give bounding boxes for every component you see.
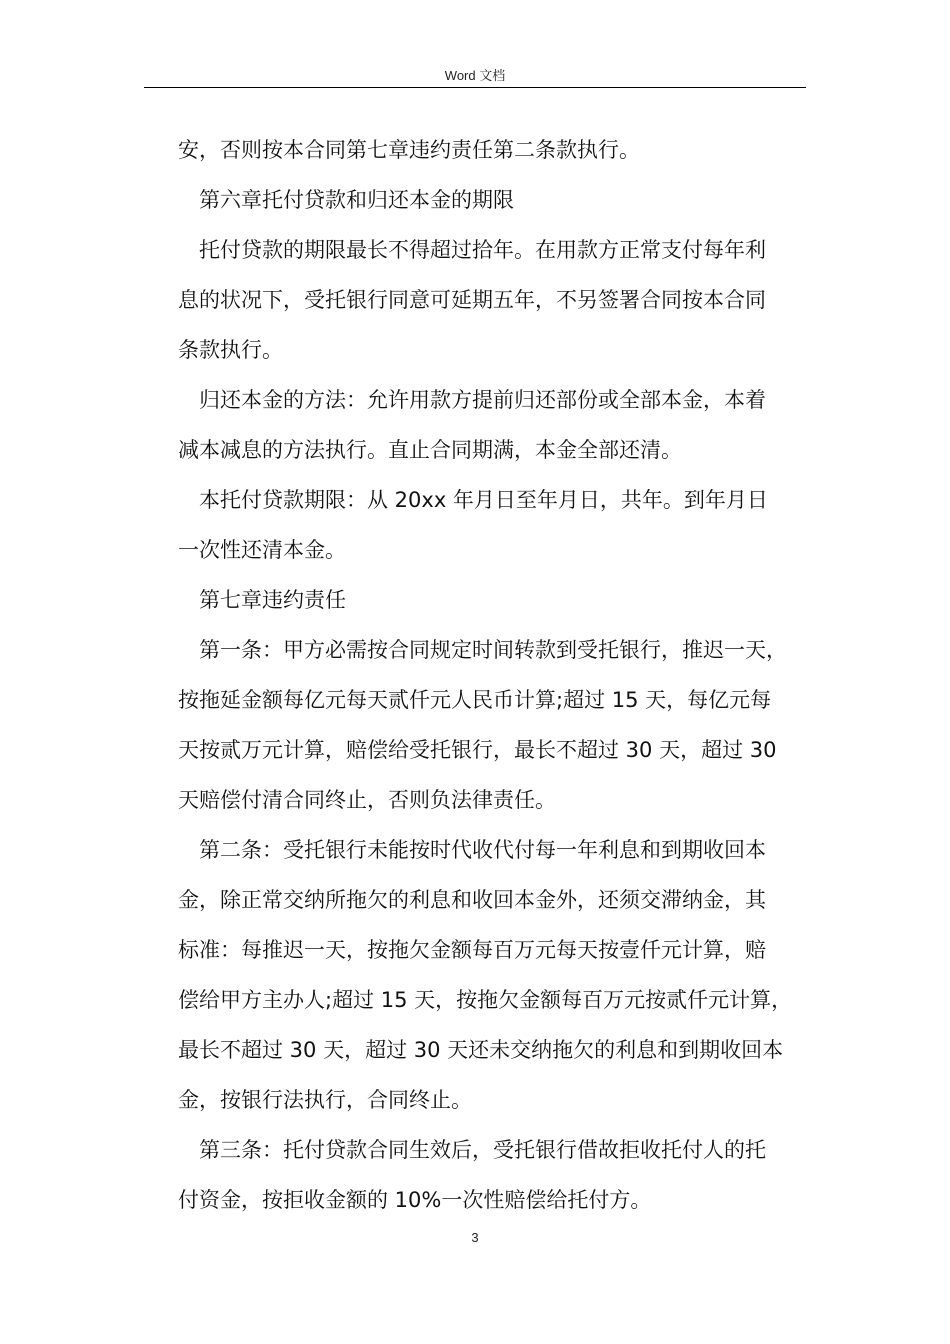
- document-body: [178, 125, 814, 1225]
- page-header-title: Word 文档: [444, 68, 506, 83]
- paragraph: [178, 225, 814, 375]
- page-number: 3: [471, 1230, 479, 1245]
- paragraph: [178, 625, 814, 825]
- text-line: 安，否则按本合同第七章违约责任第二条款执行。: [178, 138, 640, 162]
- text-line: 第三条：托付贷款合同生效后，受托银行借故拒收托付人的托: [199, 1138, 766, 1162]
- text-line: 归还本金的方法：允许用款方提前归还部份或全部本金，本着: [199, 388, 766, 412]
- text-line: 天赔偿付清合同终止，否则负法律责任。: [178, 788, 556, 812]
- paragraph: [178, 375, 814, 475]
- text-line: 金，除正常交纳所拖欠的利息和收回本金外，还须交滞纳金，其: [178, 888, 766, 912]
- text-line: 最长不超过 30 天，超过 30 天还未交纳拖欠的利息和到期收回本: [178, 1038, 784, 1062]
- text-line: 金，按银行法执行，合同终止。: [178, 1088, 472, 1112]
- paragraph: [178, 825, 814, 1125]
- text-line: 一次性还清本金。: [178, 538, 346, 562]
- chapter-heading: [178, 175, 814, 225]
- text-line: 减本减息的方法执行。直止合同期满，本金全部还清。: [178, 438, 682, 462]
- text-line: 息的状况下，受托银行同意可延期五年，不另签署合同按本合同: [178, 288, 766, 312]
- text-line: 本托付贷款期限：从 20xx 年月日至年月日，共年。到年月日: [199, 488, 768, 512]
- paragraph: [178, 125, 814, 175]
- paragraph: [178, 1125, 814, 1225]
- text-line: 第二条：受托银行未能按时代收代付每一年利息和到期收回本: [199, 838, 766, 862]
- text-line: 按拖延金额每亿元每天贰仟元人民币计算;超过 15 天，每亿元每: [178, 688, 772, 712]
- text-line: 第七章违约责任: [199, 588, 346, 612]
- chapter-heading: [178, 575, 814, 625]
- text-line: 天按贰万元计算，赔偿给受托银行，最长不超过 30 天，超过 30: [178, 738, 777, 762]
- header-divider: [144, 87, 806, 88]
- paragraph: [178, 475, 814, 575]
- text-line: 第六章托付贷款和归还本金的期限: [199, 188, 514, 212]
- text-line: 条款执行。: [178, 338, 283, 362]
- text-line: 第一条：甲方必需按合同规定时间转款到受托银行，推迟一天，: [199, 638, 787, 662]
- text-line: 偿给甲方主办人;超过 15 天，按拖欠金额每百万元按贰仟元计算，: [178, 988, 793, 1012]
- text-line: 付资金，按拒收金额的 10%一次性赔偿给托付方。: [178, 1188, 652, 1212]
- text-line: 标准：每推迟一天，按拖欠金额每百万元每天按壹仟元计算，赔: [178, 938, 766, 962]
- text-line: 托付贷款的期限最长不得超过拾年。在用款方正常支付每年利: [199, 238, 766, 262]
